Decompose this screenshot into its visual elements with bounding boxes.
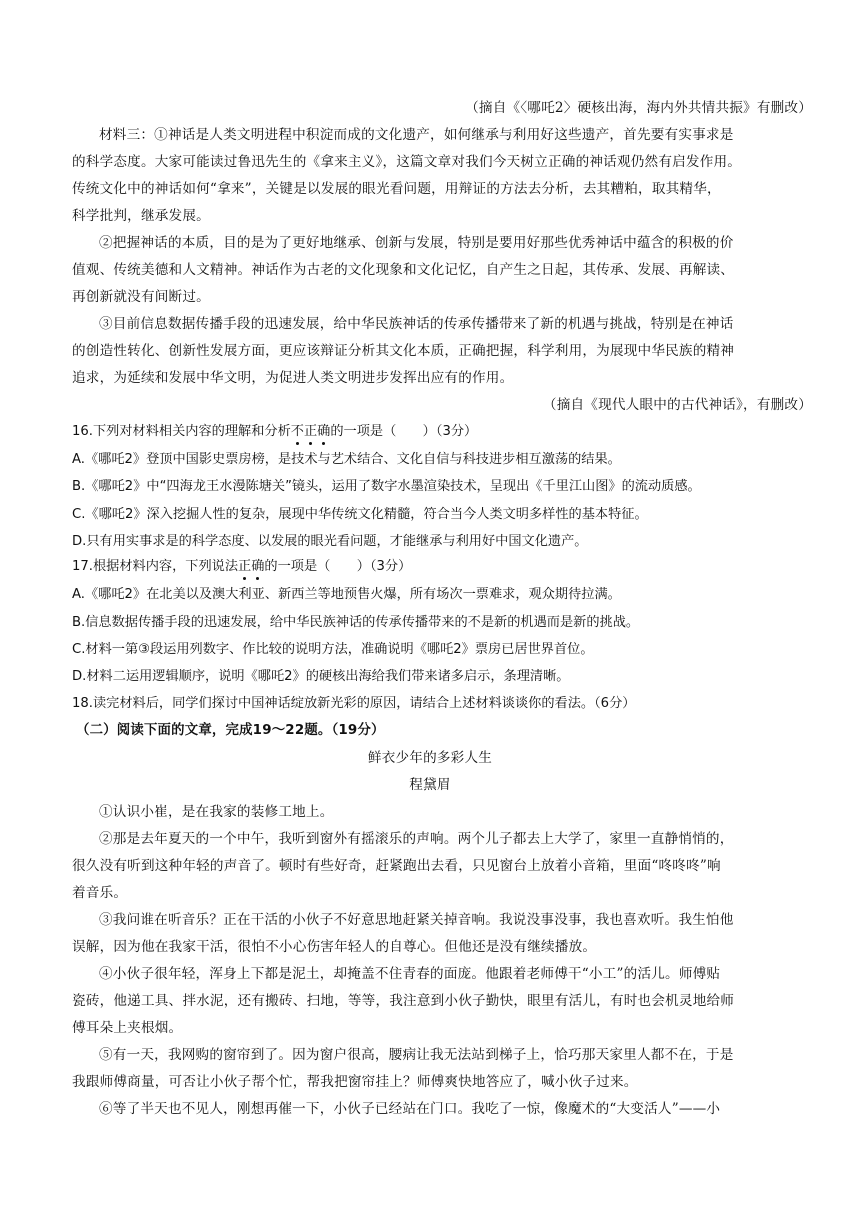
essay-p2-line1: ②那是去年夏天的一个中午，我听到窗外有摇滚乐的声响。两个儿子都去上大学了，家里一直静悄悄的， [99,831,734,847]
essay-p4-line1: ④小伙子很年轻，浑身上下都是泥土，却掩盖不住青春的面庞。他跟着老师傅干“小工”的活儿。师傅贴 [99,966,721,982]
section-2-heading: （二）阅读下面的文章，完成19～22题。（19分） [76,723,385,738]
q16-emphasis-char-2: 正 [304,422,317,442]
q17-option-b: B.信息数据传播手段的迅速发展，给中华民族神话的传承传播带来的不是新的机遇而是新的挑战。 [72,615,640,630]
material3-p3-line3: 追求，为延续和发展中华文明，为促进人类文明进步发挥出应有的作用。 [72,370,514,386]
essay-p4-line3: 傅耳朵上夹根烟。 [72,1020,183,1036]
q16-option-a: A.《哪吒2》登顶中国影史票房榜，是技术与艺术结合、文化自信与科技进步相互激荡的结果。 [72,452,621,467]
source-citation-1: （摘自《〈哪吒2〉硬核出海，海内外共情共振》有删改） [465,100,812,116]
material3-p2-line1: ②把握神话的本质，目的是为了更好地继承、创新与发展，特别是要用好那些优秀神话中蕴含的积极的价 [99,235,734,251]
material3-p1-line2: 的科学态度。大家可能读过鲁迅先生的《拿来主义》，这篇文章对我们今天树立正确的神话观仍然有启发作用。 [72,154,742,170]
material3-p3-line1: ③目前信息数据传播手段的迅速发展，给中华民族神话的传承传播带来了新的机遇与挑战，特别是在神话 [99,316,734,332]
material3-p2-line3: 再创新就没有间断过。 [72,289,210,305]
material3-p1-line3: 传统文化中的神话如何“拿来”，关键是以发展的眼光看问题，用辩证的方法去分析，去其糟粕，取其精华， [72,181,721,197]
essay-p6-line1: ⑥等了半天也不见人，刚想再催一下，小伙子已经站在门口。我吃了一惊，像魔术的“大变活人”——小 [99,1101,721,1117]
q17-option-c: C.材料一第③段运用列数字、作比较的说明方法，准确说明《哪吒2》票房已居世界首位。 [72,642,594,657]
essay-p5-line1: ⑤有一天，我网购的窗帘到了。因为窗户很高，腰病让我无法站到梯子上，恰巧那天家里人都不在，于是 [99,1047,734,1063]
q16-option-c: C.《哪吒2》深入挖掘人性的复杂，展现中华传统文化精髓，符合当今人类文明多样性的基本特征。 [72,507,648,522]
essay-p2-line3: 着音乐。 [72,885,128,901]
material3-p3-line2: 的创造性转化、创新性发展方面，更应该辩证分析其文化本质，正确把握，科学利用，为展现中华民族的精神 [72,343,735,359]
q16-option-d: D.只有用实事求是的科学态度、以发展的眼光看问题，才能继承与利用好中国文化遗产。 [72,534,588,549]
question-17-stem [72,557,792,577]
essay-p1: ①认识小崔，是在我家的装修工地上。 [99,804,334,820]
material3-p1-line1: 材料三：①神话是人类文明进程中积淀而成的文化遗产，如何继承与利用好这些遗产，首先要有实事求是 [99,127,734,143]
material3-p2-line2: 值观、传统美德和人文精神。神话作为古老的文化现象和文化记忆，自产生之日起，其传承、发展、再解读、 [72,262,735,278]
q16-option-b: B.《哪吒2》中“四海龙王水漫陈塘关”镜头，运用了数字水墨渲染技术，呈现出《千里江山图》的流动质感。 [72,479,701,494]
material3-p1-line4: 科学批判，继承发展。 [72,208,210,224]
q16-emphasis-char-3: 确 [317,422,330,442]
essay-p3-line1: ③我问谁在听音乐？正在干活的小伙子不好意思地赶紧关掉音响。我说没事没事，我也喜欢听。我生怕他 [99,912,734,928]
question-18: 18.读完材料后，同学们探讨中国神话绽放新光彩的原因，请结合上述材料谈谈你的看法。（6分） [72,696,636,711]
q17-emphasis-char-2: 确 [251,557,264,577]
q17-emphasis-char-1: 正 [238,557,251,577]
q16-stem-after: 的一项是（ ）（3分） [330,424,478,439]
essay-p4-line2: 瓷砖，他递工具、拌水泥，还有搬砖、扫地，等等，我注意到小伙子勤快，眼里有活儿，有时也会机灵地给师 [72,993,735,1009]
q16-emphasis-char-1: 不 [291,422,304,442]
q17-option-d: D.材料二运用逻辑顺序，说明《哪吒2》的硬核出海给我们带来诸多启示，条理清晰。 [72,669,570,684]
question-16-stem [72,422,792,442]
essay-p2-line2: 很久没有听到这种年轻的声音了。顿时有些好奇，赶紧跑出去看，只见窗台上放着小音箱，里面“咚咚咚”响 [72,858,721,874]
q17-stem-before: 17.根据材料内容，下列说法 [72,559,239,574]
source-citation-2: （摘自《现代人眼中的古代神话》，有删改） [542,397,812,413]
essay-p5-line2: 我跟师傅商量，可否让小伙子帮个忙，帮我把窗帘挂上？师傅爽快地答应了，喊小伙子过来。 [72,1074,638,1090]
essay-p3-line2: 误解，因为他在我家干活，很怕不小心伤害年轻人的自尊心。但他还是没有继续播放。 [72,939,597,955]
essay-title: 鲜衣少年的多彩人生 [367,750,493,766]
q17-stem-after: 的一项是（ ）（3分） [264,559,412,574]
q16-stem-before: 16.下列对材料相关内容的理解和分析 [72,424,291,439]
essay-author: 程黛眉 [409,777,451,793]
q17-option-a: A.《哪吒2》在北美以及澳大利亚、新西兰等地预售火爆，所有场次一票难求，观众期待拉满。 [72,587,621,602]
